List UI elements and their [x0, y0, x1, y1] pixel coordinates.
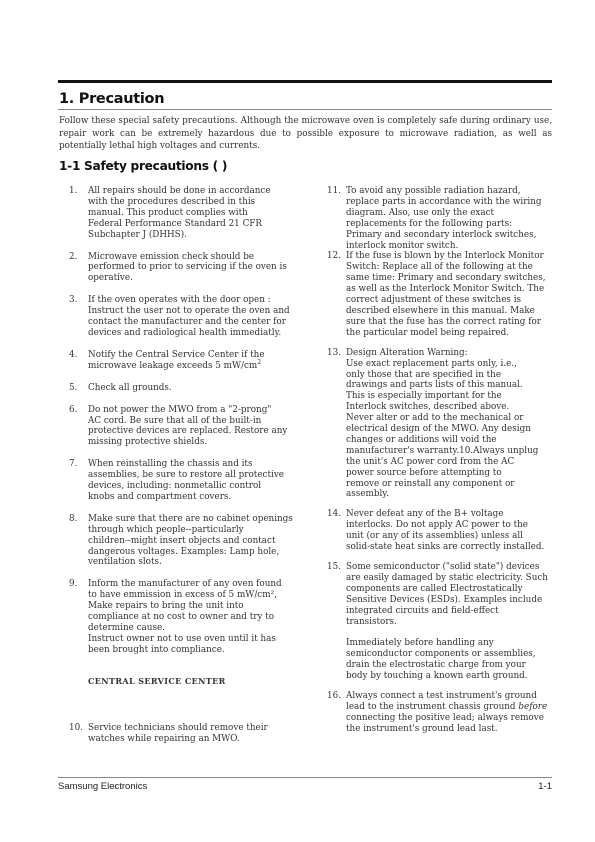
item-number: 12. [327, 251, 341, 262]
item-text: All repairs should be done in accordance with the procedures described in this manual. This product complies with Federal Performance Standard 21 CFR Subchapter J (DHHS). [88, 186, 271, 240]
list-item-14 [327, 509, 553, 553]
item-number: 5. [69, 382, 78, 393]
item-number: 14. [327, 509, 341, 520]
item-text: Microwave emission check should be performed to prior to servicing if the oven is operative. [88, 251, 287, 284]
list-item-5 [69, 383, 304, 394]
right-column-list [327, 186, 553, 735]
list-item-6 [69, 405, 304, 449]
item-number: 9. [69, 579, 78, 590]
section-title: 1-1 Safety precautions ( ) [59, 159, 228, 173]
item-number: 15. [327, 562, 341, 572]
item-number: 1. [69, 186, 78, 196]
item-text: When reinstalling the chassis and its assemblies, be sure to restore all protective devices, including: nonmetallic control knobs and compartment covers. [88, 459, 284, 502]
item-number: 16. [327, 690, 341, 701]
item-text-part: Always connect a test instrument's ground lead to the instrument chassis ground [346, 690, 537, 712]
item-text: Make sure that there are no cabinet openings through which people--particularly children--might insert objects and contact dangerous voltages. Examples: Lamp hole, ventilation slots. [88, 513, 293, 568]
item-text: Check all grounds. [88, 382, 172, 393]
item-text [346, 691, 547, 734]
item-text-emphasis: before [518, 701, 548, 712]
footer-company: Samsung Electronics [58, 781, 148, 792]
footer-rule [58, 777, 552, 778]
footer-page-number: 1-1 [538, 781, 552, 792]
item-number: 13. [327, 347, 341, 358]
item-text: Design Alteration Warning: Use exact replacement parts only, i.e., only those that are specified in the drawings and parts lists of this manual. This is especially important for the Interlock switches, described above. Never alter or add to the mechanical or electrical design of the MWO. Any design changes or additions will void the manufacturer's warranty.10.Always unplug the unit's AC power cord from the AC power source before attempting to remove or reinstall any component or assembly. [346, 347, 539, 500]
top-rule [58, 80, 552, 83]
list-item-16 [327, 691, 553, 735]
list-item-8 [69, 514, 304, 569]
item-text: Never defeat any of the B+ voltage interlocks. Do not apply AC power to the unit (or any of its assemblies) unless all solid-state heat sinks are correctly installed. [346, 509, 545, 553]
item-number: 3. [69, 295, 78, 306]
item-number: 11. [327, 186, 341, 196]
superscript: 2 [257, 358, 262, 366]
item-text: Inform the manufacturer of any oven found to have emmission in excess of 5 mW/cm², Make repairs to bring the unit into compliance at no cost to owner and try to determine cause. Instruct owner not to use oven until it has been brought into compliance. [88, 579, 282, 655]
list-item-10 [69, 723, 304, 745]
list-item-1 [69, 186, 304, 241]
item-text: Do not power the MWO from a "2-prong" AC cord. Be sure that all of the built-in protective devices are replaced. Restore any missing protective shields. [88, 404, 288, 448]
title-rule [58, 109, 552, 110]
list-item-12 [327, 251, 553, 338]
item-number: 2. [69, 251, 78, 262]
item-text-part: connecting the positive lead; always remove the instrument's ground lead last. [346, 712, 544, 734]
list-item-11 [327, 186, 553, 251]
item-text: If the fuse is blown by the Interlock Monitor Switch: Replace all of the following at the same time: Primary and secondary switches, as well as the Interlock Monitor Switch. The correct adjustment of these switches is described elsewhere in this manual. Make sure that the fuse has the correct rating for the particular model being repaired. [346, 251, 546, 338]
list-item-2 [69, 252, 304, 285]
item-text: Some semiconductor ("solid state") devices are easily damaged by static electricity. Such components are called Electrostatically Sensitive Devices (ESDs). Examples include integrated circuits and field-effect transistors. Immediately before handling any semiconductor components or assemblies, drain the electrostatic charge from your body by touching a known earth ground. [346, 562, 548, 682]
item-text: If the oven operates with the door open : Instruct the user not to operate the oven and contact the manufacturer and the center for devices and radiological health immediatly. [88, 295, 290, 338]
list-item-13 [327, 348, 553, 501]
left-column-list [69, 186, 304, 744]
intro-paragraph: Follow these special safety precautions. Although the microwave oven is completely safe during ordinary use, repair work can be extremely hazardous due to possible exposure to microwave radiation, as well as potentially lethal high voltages and currents. [59, 116, 552, 152]
item-number: 6. [69, 404, 78, 415]
page-title: 1. Precaution [59, 91, 165, 107]
item-number: 7. [69, 459, 78, 470]
list-item-3 [69, 295, 304, 339]
list-item-9 [69, 579, 304, 655]
list-item-7 [69, 459, 304, 503]
list-item-15 [327, 562, 553, 682]
list-item-4 [69, 350, 304, 372]
central-service-center-label: CENTRAL SERVICE CENTER [88, 675, 226, 686]
item-text: Notify the Central Service Center if the microwave leakage exceeds 5 mW/cm [88, 349, 265, 371]
item-number: 10. [69, 722, 83, 733]
item-number: 4. [69, 349, 78, 360]
item-text: Service technicians should remove their watches while repairing an MWO. [88, 722, 268, 744]
central-service-center-block [69, 676, 304, 688]
item-number: 8. [69, 513, 78, 524]
item-text: To avoid any possible radiation hazard, replace parts in accordance with the wiring diagram. Also, use only the exact replacements for the following parts: Primary and secondary interlock switches, interlock monitor switch. [346, 186, 542, 251]
